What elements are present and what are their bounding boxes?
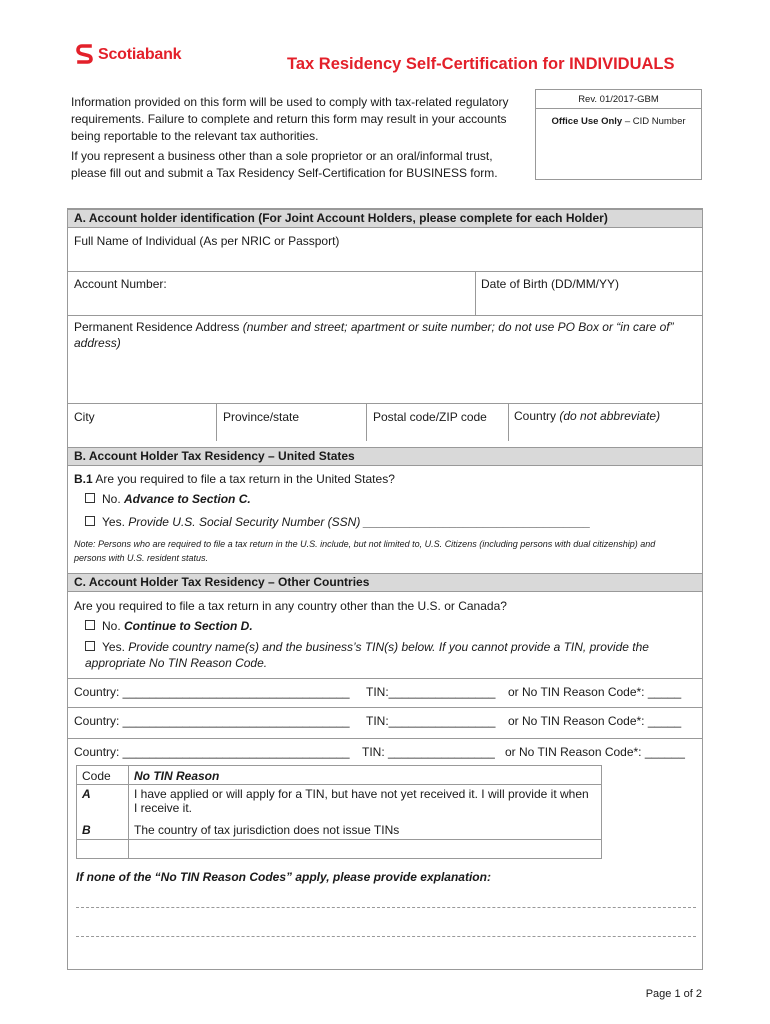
c-no-action: Continue to Section D.: [124, 619, 253, 633]
reason-column-header: No TIN Reason: [134, 769, 220, 783]
code-column-header: Code: [82, 769, 111, 783]
country-row-2-reason[interactable]: or No TIN Reason Code*: _____: [508, 714, 682, 728]
divider: [508, 403, 509, 441]
country-row-3-tin[interactable]: TIN: ________________: [362, 745, 495, 759]
cid-number-label: – CID Number: [622, 116, 686, 127]
country-row-1-tin[interactable]: TIN:________________: [366, 685, 496, 699]
country-row-2-tin[interactable]: TIN:________________: [366, 714, 496, 728]
no-tin-reason-table: [76, 765, 602, 859]
b1-yes-action: Provide U.S. Social Security Number (SSN) __________________________________: [128, 515, 591, 529]
b1-no-action: Advance to Section C.: [124, 492, 251, 506]
intro-paragraph-2: If you represent a business other than a sole proprietor or an oral/informal trust, please fill out and submit a Tax Residency Self-Certification for BUSINESS form.: [71, 149, 498, 180]
address-hint: (number and street; apartment or suite number; do not use PO Box or “in care of” address): [74, 320, 674, 350]
account-number-label: Account Number:: [74, 277, 167, 291]
c-yes-checkbox[interactable]: [85, 641, 95, 651]
explanation-line-1[interactable]: [76, 907, 696, 908]
c-yes-label: Yes.: [102, 640, 129, 654]
c-no-label: No.: [102, 619, 125, 633]
c-yes-action: Provide country name(s) and the business’s TIN(s) below. If you cannot provide a TIN, provide the appropriate No TIN Reason Code.: [85, 640, 649, 670]
c-option-no[interactable]: [85, 619, 253, 633]
reason-text: I have applied or will apply for a TIN, but have not yet received it. I will provide it when I receive it.: [134, 787, 589, 815]
country-row-1-country[interactable]: Country: __________________________________: [74, 685, 350, 699]
date-of-birth-label: Date of Birth (DD/MM/YY): [481, 277, 620, 291]
c-question: Are you required to file a tax return in any country other than the U.S. or Canada?: [74, 599, 507, 613]
b1-option-yes[interactable]: [85, 515, 591, 529]
country-row-2-country[interactable]: Country: __________________________________: [74, 714, 350, 728]
logo-text: Scotiabank: [98, 46, 182, 63]
office-use-box: [535, 89, 702, 180]
address-label-text: Permanent Residence Address: [74, 320, 243, 334]
office-use-label: [536, 109, 701, 127]
revision-label: Rev. 01/2017-GBM: [536, 90, 701, 109]
divider: [68, 707, 702, 708]
b1-option-no[interactable]: [85, 492, 251, 506]
country-row-3-reason[interactable]: or No TIN Reason Code*: ______: [505, 745, 685, 759]
b1-yes-checkbox[interactable]: [85, 516, 95, 526]
explanation-line-2[interactable]: [76, 936, 696, 937]
reason-text: The country of tax jurisdiction does not issue TINs: [134, 823, 400, 837]
page-title: Tax Residency Self-Certification for INDIVIDUALS: [287, 55, 675, 73]
section-c-heading: C. Account Holder Tax Residency – Other Countries: [68, 573, 702, 592]
divider: [475, 271, 476, 315]
certification-form: [67, 208, 703, 970]
b1-no-label: No.: [102, 492, 125, 506]
country-label: [514, 409, 660, 423]
address-label: [74, 319, 694, 351]
section-b-note: Note: Persons who are required to file a tax return in the U.S. include, but not limited to, U.S. Citizens (including persons with dual citizenship) and persons with U.S. resident status.: [74, 539, 656, 563]
table-row: [77, 785, 601, 819]
table-row: [77, 819, 601, 840]
b1-no-checkbox[interactable]: [85, 493, 95, 503]
scotiabank-logo: [76, 44, 181, 66]
city-label: City: [74, 410, 95, 424]
country-label-text: Country: [514, 409, 560, 423]
intro-paragraph-1: Information provided on this form will be used to comply with tax-related regulatory requirements. Failure to complete and return this form may result in your accounts being reportable to the relevant tax authorities.: [71, 95, 509, 143]
b1-question-text: Are you required to file a tax return in the United States?: [92, 472, 395, 486]
divider: [366, 403, 367, 441]
divider: [216, 403, 217, 441]
reason-code: B: [82, 823, 91, 837]
divider: [68, 738, 702, 739]
office-use-bold: Office Use Only: [551, 116, 623, 127]
b1-yes-label: Yes.: [102, 515, 129, 529]
table-header-row: [77, 766, 601, 785]
country-row-1-reason[interactable]: or No TIN Reason Code*: _____: [508, 685, 682, 699]
divider: [68, 403, 702, 404]
country-hint: (do not abbreviate): [559, 409, 661, 423]
country-row-3-country[interactable]: Country: __________________________________: [74, 745, 350, 759]
b1-question: [74, 472, 395, 486]
reason-code: A: [82, 787, 91, 801]
explanation-prompt: If none of the “No TIN Reason Codes” apply, please provide explanation:: [76, 870, 491, 884]
scotiabank-s-icon: [76, 44, 94, 66]
section-a-heading: A. Account holder identification (For Joint Account Holders, please complete for each Holder): [68, 209, 702, 228]
c-option-yes[interactable]: [85, 639, 685, 671]
full-name-label: Full Name of Individual (As per NRIC or Passport): [74, 234, 340, 248]
province-label: Province/state: [223, 410, 300, 424]
divider: [68, 678, 702, 679]
divider: [68, 315, 702, 316]
page-number: Page 1 of 2: [645, 988, 702, 1000]
c-no-checkbox[interactable]: [85, 620, 95, 630]
postal-code-label: Postal code/ZIP code: [373, 410, 487, 424]
section-b-heading: B. Account Holder Tax Residency – United States: [68, 447, 702, 466]
divider: [68, 271, 702, 272]
intro-text: [71, 94, 526, 185]
b1-number: B.1: [74, 472, 93, 486]
